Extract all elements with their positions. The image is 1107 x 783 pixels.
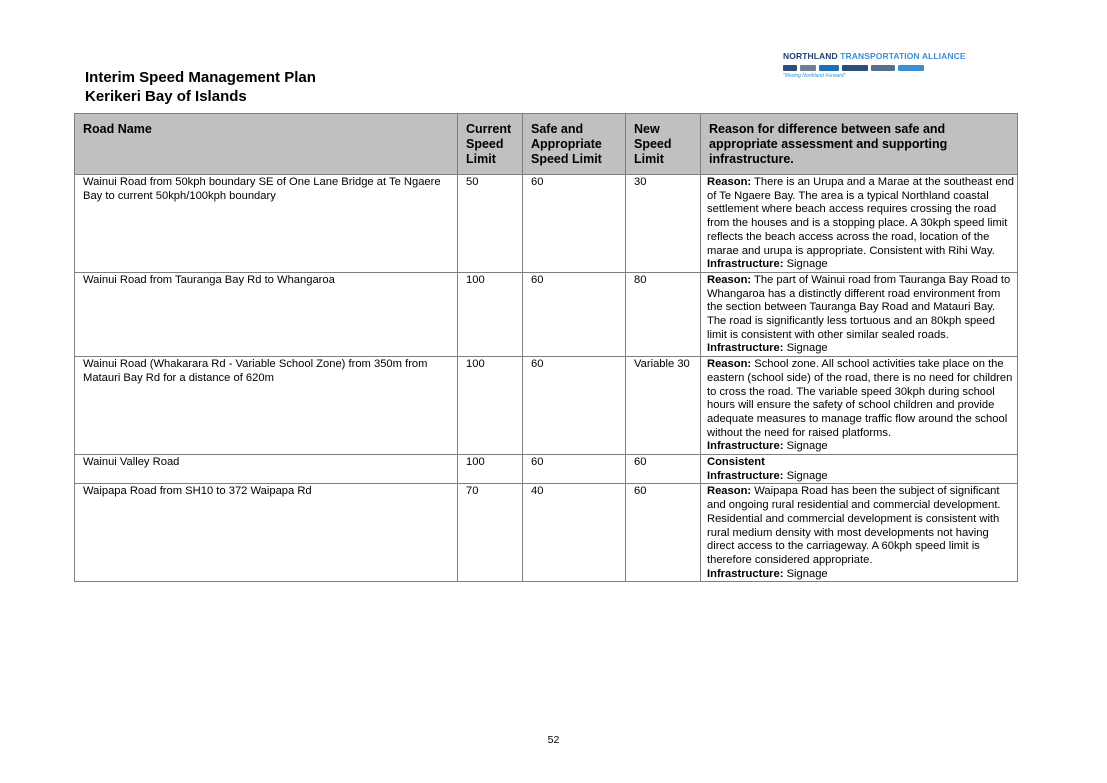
speed-limit-table <box>74 113 1018 582</box>
infrastructure-value: Signage <box>783 567 828 580</box>
safe-speed-cell: 60 <box>523 357 626 455</box>
reason-label: Reason: <box>707 485 752 498</box>
title-line-2: Kerikeri Bay of Islands <box>85 88 247 105</box>
road-name-cell: Wainui Valley Road <box>75 455 458 484</box>
infrastructure-label: Infrastructure: <box>707 342 784 355</box>
reason-cell <box>701 484 1018 582</box>
table-row <box>75 357 1018 455</box>
infrastructure-value: Signage <box>783 469 828 482</box>
infrastructure-text <box>707 258 1014 272</box>
northland-transportation-alliance-logo <box>783 51 966 83</box>
infrastructure-value: Signage <box>783 342 828 355</box>
reason-label: Reason: <box>707 273 752 286</box>
road-name-cell: Wainui Road from 50kph boundary SE of One Lane Bridge at Te Ngaere Bay to current 50kph/100kph boundary <box>75 175 458 273</box>
header-safe-speed: Safe and Appropriate Speed Limit <box>523 114 626 175</box>
infrastructure-label: Infrastructure: <box>707 440 784 453</box>
table-row <box>75 484 1018 582</box>
new-speed-cell: Variable 30 <box>626 357 701 455</box>
infrastructure-text <box>707 568 1014 582</box>
safe-speed-cell: 60 <box>523 272 626 356</box>
partner-logo-icon <box>871 65 895 71</box>
title-line-1: Interim Speed Management Plan <box>85 69 316 86</box>
new-speed-cell: 80 <box>626 272 701 356</box>
new-speed-cell: 30 <box>626 175 701 273</box>
safe-speed-cell: 60 <box>523 455 626 484</box>
road-name-cell: Wainui Road from Tauranga Bay Rd to Whangaroa <box>75 272 458 356</box>
reason-label: Reason: <box>707 176 752 188</box>
safe-speed-cell: 40 <box>523 484 626 582</box>
current-speed-cell: 100 <box>458 272 523 356</box>
reason-text <box>707 176 1014 258</box>
partner-logo-icon <box>800 65 816 71</box>
infrastructure-text <box>707 470 1014 484</box>
reason-cell <box>701 455 1018 484</box>
road-name-cell: Wainui Road (Whakarara Rd - Variable School Zone) from 350m from Matauri Bay Rd for a distance of 620m <box>75 357 458 455</box>
reason-body: School zone. All school activities take place on the eastern (school side) of the road, there is no need for children to cross the road. The variable speed 30kph during school hours will ensure the safety of school children and provide adequate measures to manage traffic flow around the school without the need for raised platforms. <box>707 358 1013 439</box>
reason-text <box>707 274 1014 343</box>
safe-speed-cell: 60 <box>523 175 626 273</box>
table-row <box>75 175 1018 273</box>
table-header-row <box>75 114 1018 175</box>
new-speed-cell: 60 <box>626 455 701 484</box>
reason-label: Reason: <box>707 358 752 371</box>
reason-body: The part of Wainui road from Tauranga Bay Road to Whangaroa has a distinctly different road environment from the section between Tauranga Bay Road and Matauri Bay. The road is significantly less tortuous and an 80kph speed limit is consistent with other similar sealed roads. <box>707 273 1011 341</box>
reason-text <box>707 358 1014 440</box>
reason-cell <box>701 272 1018 356</box>
partner-logo-icon <box>819 65 839 71</box>
partner-logo-icon <box>898 65 924 71</box>
road-name-cell: Waipapa Road from SH10 to 372 Waipapa Rd <box>75 484 458 582</box>
infrastructure-label: Infrastructure: <box>707 469 784 482</box>
table-row <box>75 272 1018 356</box>
infrastructure-text <box>707 342 1014 356</box>
logo-tagline: "Moving Northland Forward" <box>783 73 846 79</box>
logo-name-part1: NORTHLAND <box>783 51 841 61</box>
page-number: 52 <box>547 734 560 746</box>
header-current-speed: Current Speed Limit <box>458 114 523 175</box>
reason-label: Consistent <box>707 456 765 469</box>
current-speed-cell: 100 <box>458 357 523 455</box>
infrastructure-label: Infrastructure: <box>707 258 784 271</box>
infrastructure-label: Infrastructure: <box>707 567 784 580</box>
reason-cell <box>701 357 1018 455</box>
reason-body: There is an Urupa and a Marae at the southeast end of Te Ngaere Bay. The area is a typical Northland coastal settlement where beach access requires crossing the road from the houses and is a stopping place. A 30kph speed limit reflects the beach access across the road, location of the marae and urupa is appropriate. Consistent with Rihi Way. <box>707 176 1015 257</box>
reason-text <box>707 456 1014 470</box>
reason-body: Waipapa Road has been the subject of significant and ongoing rural residential and commercial development. Residential and commercial development is consistent with rural medium density with most developments not having direct access to the carriageway. A 60kph speed limit is therefore considered appropriate. <box>707 485 1001 566</box>
partner-logo-icon <box>842 65 868 71</box>
current-speed-cell: 100 <box>458 455 523 484</box>
header-road-name: Road Name <box>75 114 458 175</box>
infrastructure-value: Signage <box>783 440 828 453</box>
document-title <box>85 68 316 106</box>
current-speed-cell: 50 <box>458 175 523 273</box>
partner-logo-icon <box>783 65 797 71</box>
infrastructure-text <box>707 440 1014 454</box>
header-reason: Reason for difference between safe and appropriate assessment and supporting infrastructure. <box>701 114 1018 175</box>
reason-text <box>707 485 1014 567</box>
logo-name-part2: TRANSPORTATION ALLIANCE <box>840 51 966 61</box>
header-new-speed: New Speed Limit <box>626 114 701 175</box>
current-speed-cell: 70 <box>458 484 523 582</box>
logo-wordmark <box>783 51 966 61</box>
infrastructure-value: Signage <box>783 258 828 271</box>
partner-logos <box>783 63 953 72</box>
new-speed-cell: 60 <box>626 484 701 582</box>
reason-cell <box>701 175 1018 273</box>
table-row <box>75 455 1018 484</box>
